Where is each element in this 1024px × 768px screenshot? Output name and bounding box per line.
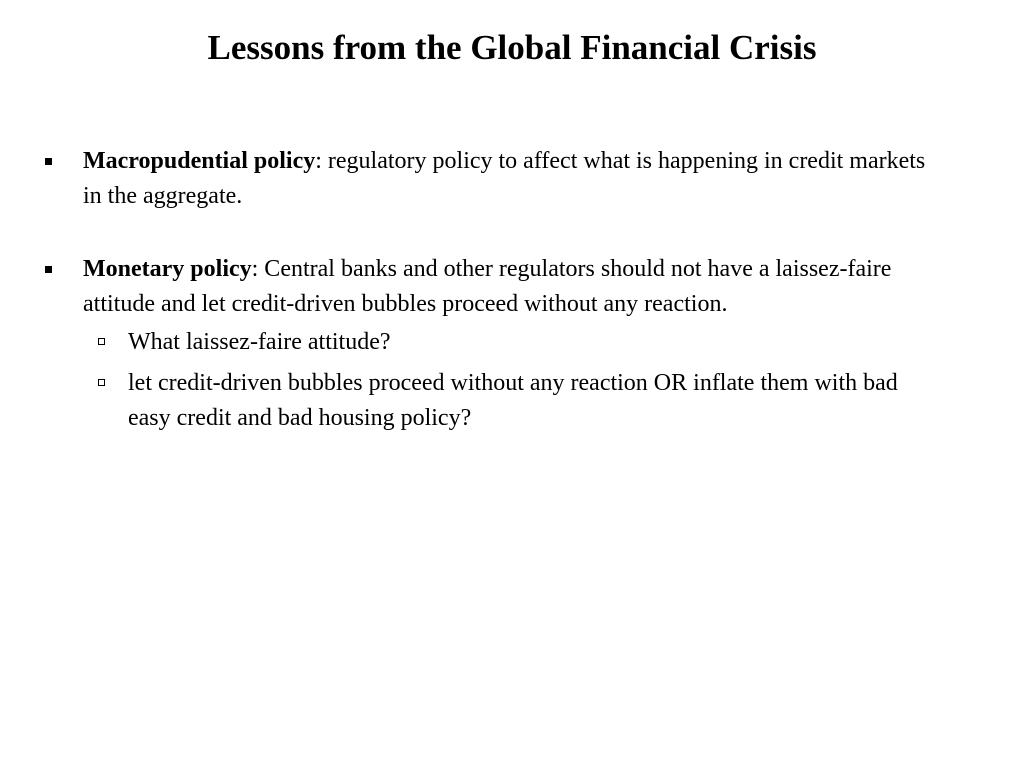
square-bullet-icon: [45, 266, 52, 273]
bullet-list: [45, 144, 945, 436]
hollow-square-bullet-icon: [98, 379, 105, 386]
sub-bullet-list: [83, 325, 945, 436]
sub-bullet-text: let credit-driven bubbles proceed without any reaction OR inflate them with bad easy credit and bad housing policy?: [128, 370, 898, 431]
hollow-square-bullet-icon: [98, 338, 105, 345]
sub-bullet-item: [83, 366, 898, 436]
bullet-term: Monetary policy: [83, 256, 252, 282]
sub-bullet-item: [83, 325, 898, 360]
bullet-item-macroprudential: [45, 144, 945, 214]
bullet-term: Macropudential policy: [83, 148, 316, 174]
slide-title: Lessons from the Global Financial Crisis: [207, 28, 817, 67]
sub-bullet-text: What laissez-faire attitude?: [128, 329, 391, 355]
bullet-text: : regulatory policy to affect what is happening in credit markets in the aggregate.: [83, 148, 926, 209]
square-bullet-icon: [45, 158, 52, 165]
bullet-item-monetary: [45, 252, 945, 436]
bullet-text: : Central banks and other regulators should not have a laissez-faire attitude and let credit-driven bubbles proceed without any reaction.: [83, 256, 892, 317]
